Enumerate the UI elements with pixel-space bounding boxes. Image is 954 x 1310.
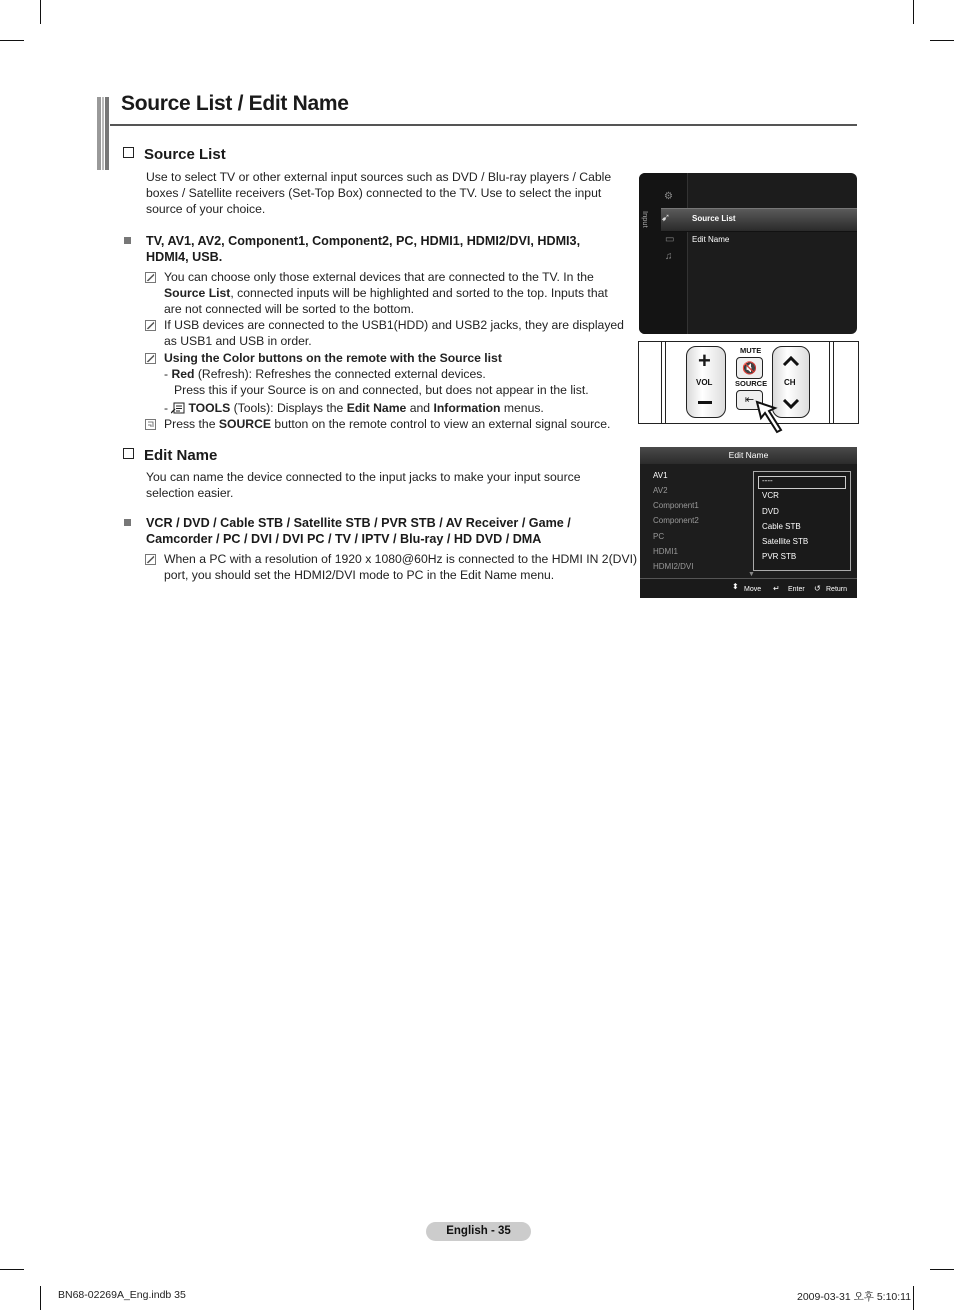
ch-label: CH [784, 378, 796, 387]
note-line: Press this if your Source is on and connected, but does not appear in the list. [174, 383, 589, 397]
note-connected-devices [164, 269, 634, 317]
input-sources-list [146, 234, 580, 265]
note-text: menus. [500, 401, 544, 415]
note-text: button on the remote control to view an external signal source. [271, 417, 611, 431]
device-names-list [146, 516, 571, 547]
note-text: Press the [164, 417, 219, 431]
bold-term: Red [171, 367, 195, 381]
intro-line: source of your choice. [146, 202, 266, 216]
crop-mark [0, 40, 24, 41]
crop-mark [913, 0, 914, 24]
note-icon [145, 272, 156, 283]
section-heading-edit-name [123, 447, 217, 464]
gear-icon: ⚙ [664, 191, 673, 202]
edit-name-footer [640, 578, 857, 598]
bold-term: Information [433, 401, 501, 415]
name-option[interactable]: VCR [762, 491, 779, 500]
tools-button-line [164, 400, 634, 416]
note-line: If USB devices are connected to the USB1(HDD) and USB2 jacks, they are displayed [164, 318, 624, 332]
bold-term: TOOLS [188, 401, 231, 415]
mute-button[interactable] [736, 357, 763, 379]
note-text: (Tools): Displays the [230, 401, 347, 415]
name-option[interactable]: Cable STB [762, 522, 801, 531]
note-color-buttons [164, 350, 634, 416]
menu-side-label: Input [641, 211, 650, 228]
square-bullet-icon [124, 237, 131, 244]
title-decor-bars [97, 97, 109, 170]
footer-return-label: Return [826, 586, 848, 593]
footer-enter-label: Enter [788, 586, 805, 593]
edit-name-screen-title: Edit Name [640, 447, 857, 464]
print-timestamp: 2009-03-31 오후 5:10:11 [797, 1291, 912, 1303]
square-bullet-icon [124, 519, 131, 526]
device-names-line: VCR / DVD / Cable STB / Satellite STB / PVR STB / AV Receiver / Game / [146, 516, 571, 530]
crop-mark [913, 1286, 914, 1310]
intro-line: selection easier. [146, 486, 234, 500]
crop-mark [930, 1269, 954, 1270]
volume-rocker-button[interactable] [686, 346, 726, 418]
note-text: (Refresh): Refreshes the connected external devices. [194, 367, 486, 381]
source-label: SOURCE [735, 379, 768, 388]
bold-term: SOURCE [218, 417, 272, 431]
name-option[interactable]: DVD [762, 507, 779, 516]
title-rule [110, 124, 857, 126]
source-item[interactable]: Component1 [653, 501, 699, 510]
source-item[interactable]: AV1 [653, 471, 668, 480]
checkbox-bullet-icon [123, 147, 134, 158]
note-text: and [406, 401, 434, 415]
source-list-intro [146, 169, 611, 217]
note-line: When a PC with a resolution of 1920 x 1080@60Hz is connected to the HDMI IN 2(DVI) [164, 552, 638, 566]
return-icon: ↺ [814, 584, 821, 593]
input-sources-line: TV, AV1, AV2, Component1, Component2, PC, HDMI1, HDMI2/DVI, HDMI3, [146, 234, 581, 248]
picture-icon: ▭ [665, 234, 675, 245]
name-option[interactable]: PVR STB [762, 552, 797, 561]
mute-speaker-icon: 🔇 [742, 361, 757, 375]
move-arrows-icon: ⬍ [732, 582, 739, 591]
intro-line: boxes / Satellite receivers (Set-Top Box) connected to the TV. Use to select the input [146, 186, 602, 200]
note-heading: Using the Color buttons on the remote with the Source list [164, 351, 502, 365]
remote-edge [661, 342, 666, 423]
remote-control-closeup [638, 341, 859, 424]
note-line [164, 285, 634, 301]
menu-item-edit-name[interactable]: Edit Name [692, 235, 730, 244]
bold-term: Edit Name [346, 401, 407, 415]
note-hdmi-pc [164, 551, 639, 583]
sound-icon: ♫ [665, 251, 673, 262]
source-item[interactable]: HDMI2/DVI [653, 562, 694, 571]
name-options-dropdown[interactable] [753, 471, 851, 571]
page-number-badge: English - 35 [426, 1222, 531, 1241]
device-names-line: Camcorder / PC / DVI / DVI PC / TV / IPTV / Blu-ray / HD DVD / DMA [146, 531, 542, 546]
note-line: are not connected will be sorted to the bottom. [164, 302, 414, 316]
name-option[interactable]: Satellite STB [762, 537, 809, 546]
crop-mark [40, 0, 41, 24]
source-item[interactable]: AV2 [653, 486, 668, 495]
note-icon [145, 554, 156, 565]
menu-item-source-list[interactable]: Source List [692, 214, 736, 223]
note-usb-devices [164, 317, 634, 349]
mute-label: MUTE [740, 346, 762, 355]
bold-term: Source List [164, 286, 231, 300]
remote-edge [829, 342, 834, 423]
intro-line: Use to select TV or other external input sources such as DVD / Blu-ray players / Cable [146, 170, 612, 184]
note-line: as USB1 and USB in order. [164, 334, 312, 348]
checkbox-bullet-icon [123, 448, 134, 459]
note-source-button [164, 416, 634, 432]
note-text: , connected inputs will be highlighted and sorted to the top. Inputs that [230, 286, 608, 300]
scroll-down-arrow-icon[interactable]: ▼ [748, 571, 755, 578]
note-icon [145, 353, 156, 364]
remote-note-icon [145, 419, 156, 430]
pointer-arrow-icon [755, 400, 795, 434]
dash: - [164, 401, 172, 415]
intro-line: You can name the device connected to the input jacks to make your input source [146, 470, 581, 484]
page-title: Source List / Edit Name [121, 92, 349, 115]
minus-icon [698, 401, 712, 404]
dash: - [164, 367, 172, 381]
name-option[interactable]: ---- [762, 476, 773, 485]
input-plug-icon: ➹ [661, 212, 671, 224]
enter-icon: ↵ [773, 584, 780, 593]
print-file-info: BN68-02269A_Eng.indb 35 [58, 1289, 186, 1301]
plus-icon: + [698, 348, 711, 373]
tools-icon [171, 402, 185, 414]
crop-mark [40, 1286, 41, 1310]
source-item[interactable]: HDMI1 [653, 547, 678, 556]
red-button-line [164, 366, 634, 382]
crop-mark [930, 40, 954, 41]
note-line: You can choose only those external devices that are connected to the TV. In the [164, 270, 594, 284]
footer-move-label: Move [744, 586, 762, 593]
note-icon [145, 320, 156, 331]
vol-label: VOL [696, 378, 713, 387]
crop-mark [0, 1269, 24, 1270]
chevron-up-icon [782, 356, 800, 366]
source-item[interactable]: PC [653, 532, 665, 541]
source-item[interactable]: Component2 [653, 516, 699, 525]
input-menu-screen [639, 173, 857, 334]
edit-name-screen [640, 447, 857, 597]
section-heading-source-list [123, 146, 226, 163]
input-sources-line: HDMI4, USB. [146, 249, 223, 264]
section-heading-text: Source List [144, 146, 226, 163]
note-line: port, you should set the HDMI2/DVI mode to PC in the Edit Name menu. [164, 568, 555, 582]
menu-highlight-row [661, 208, 857, 232]
section-heading-text: Edit Name [144, 447, 218, 464]
edit-name-intro [146, 469, 581, 501]
source-input-icon: ⇤ [744, 394, 755, 406]
